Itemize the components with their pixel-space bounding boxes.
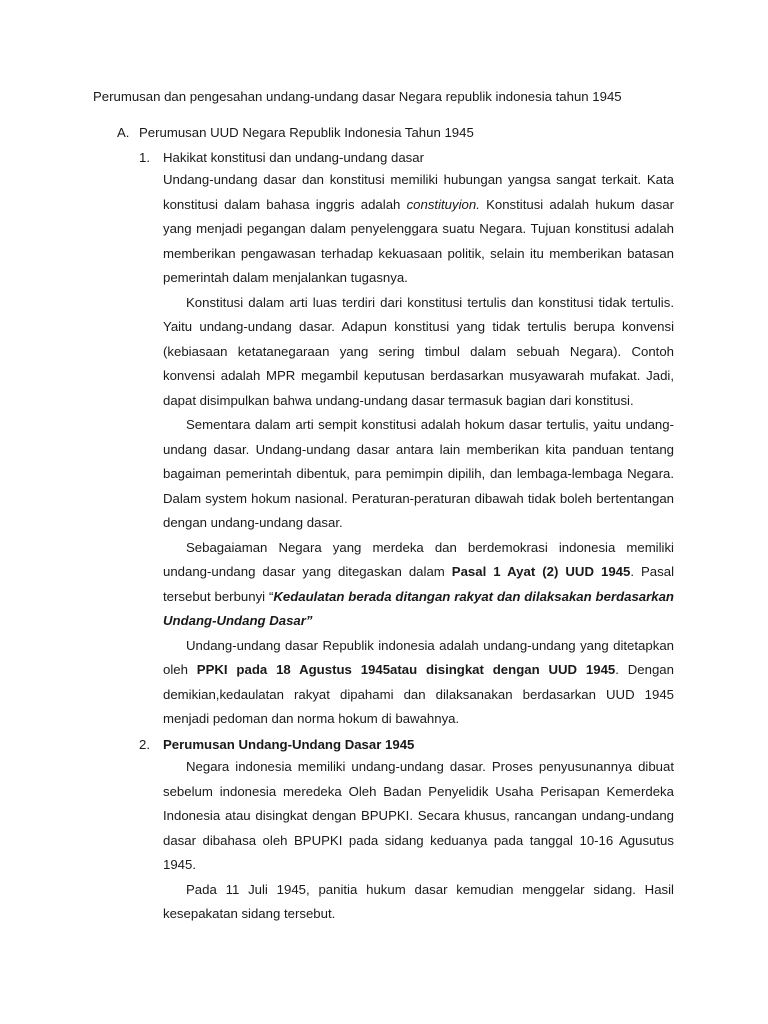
item-1-p4-mid: . Pasal tersebut berbunyi “ xyxy=(163,564,674,604)
item-2-number: 2. xyxy=(139,737,150,752)
section-a-title: Perumusan UUD Negara Republik Indonesia Tahun 1945 xyxy=(139,125,474,140)
item-1-p5-bold-phrase: PPKI pada 18 Agustus 1945atau disingkat dengan UUD 1945 xyxy=(196,662,616,677)
item-1-p5-text: Undang-undang dasar Republik indonesia adalah undang-undang yang ditetapkan oleh xyxy=(163,637,674,677)
item-1-paragraph-5 xyxy=(163,634,674,732)
item-2-paragraph-1: Negara indonesia memiliki undang-undang dasar. Proses penyusunannya dibuat sebelum indonesia meredeka Oleh Badan Penyelidik Usaha Perisapan Kemerdeka Indonesia atau disingkat dengan BPUPKI. Secara khusus, rancangan undang-undang dasar dibahasa oleh BPUPKI pada sidang keduanya pada tanggal 10-16 Agusutus 1945. xyxy=(163,759,674,872)
item-2-body xyxy=(163,755,674,927)
item-1-title: Hakikat konstitusi dan undang-undang dasar xyxy=(163,150,424,165)
document-title: Perumusan dan pengesahan undang-undang dasar Negara republik indonesia tahun 1945 xyxy=(93,89,622,104)
item-1-paragraph-1 xyxy=(163,168,674,291)
item-1-p1-text: Undang-undang dasar dan konstitusi memiliki hubungan yangsa sangat terkait. Kata konstitusi dalam bahasa inggris adalah xyxy=(163,172,674,212)
section-a-marker: A. xyxy=(117,125,130,140)
item-1-p1-italic-term: constituyion. xyxy=(406,196,480,212)
item-1-p4-text: Sebagaiaman Negara yang merdeka dan berdemokrasi indonesia memiliki undang-undang dasar yang ditegaskan dalam xyxy=(163,539,674,579)
item-2-title: Perumusan Undang-Undang Dasar 1945 xyxy=(163,737,415,752)
item-1-p5-rest: . Dengan demikian,kedaulatan rakyat dipahami dan dilaksanakan berdasarkan UUD 1945 menjadi pedoman dan norma hokum di bawahnya. xyxy=(163,662,674,726)
item-1-paragraph-2: Konstitusi dalam arti luas terdiri dari konstitusi tertulis dan konstitusi tidak tertulis. Yaitu undang-undang dasar. Adapun konstitusi yang tidak tertulis berupa konvensi (kebiasaan ketatanegaraan yang sering timbul dalam sebuah Negara). Contoh konvensi adalah MPR megambil keputusan berdasarkan musyawarah mufakat. Jadi, dapat disimpulkan bahwa undang-undang dasar termasuk bagian dari konstitusi. xyxy=(163,294,674,408)
item-2-paragraph-2: Pada 11 Juli 1945, panitia hukum dasar kemudian menggelar sidang. Hasil kesepakatan sidang tersebut. xyxy=(163,881,674,921)
item-1-paragraph-3: Sementara dalam arti sempit konstitusi adalah hokum dasar tertulis, yaitu undang-undang dasar. Undang-undang dasar antara lain memberikan kita panduan tentang bagaiman pemerintah dibentuk, para pemimpin dipilih, dan lembaga-lembaga Negara. Dalam system hokum nasional. Peraturan-peraturan dibawah tidak boleh bertentangan dengan undang-undang dasar. xyxy=(163,417,674,530)
item-1-paragraph-4 xyxy=(163,536,674,634)
item-1-p4-bold-reference: Pasal 1 Ayat (2) UUD 1945 xyxy=(451,564,631,579)
item-1-number: 1. xyxy=(139,150,150,165)
item-1-body xyxy=(163,168,674,732)
item-1-p4-quote: Kedaulatan berada ditangan rakyat dan dilaksakan berdasarkan Undang-Undang Dasar” xyxy=(163,588,674,628)
item-1-p1-rest: Konstitusi adalah hukum dasar yang menjadi pegangan dalam penyelenggara suatu Negara. Tujuan konstitusi adalah memberikan pengawasan terhadap kekuasaan politik, selain itu memberikan batasan pemerintah dalam menjalankan tugasnya. xyxy=(163,196,674,285)
